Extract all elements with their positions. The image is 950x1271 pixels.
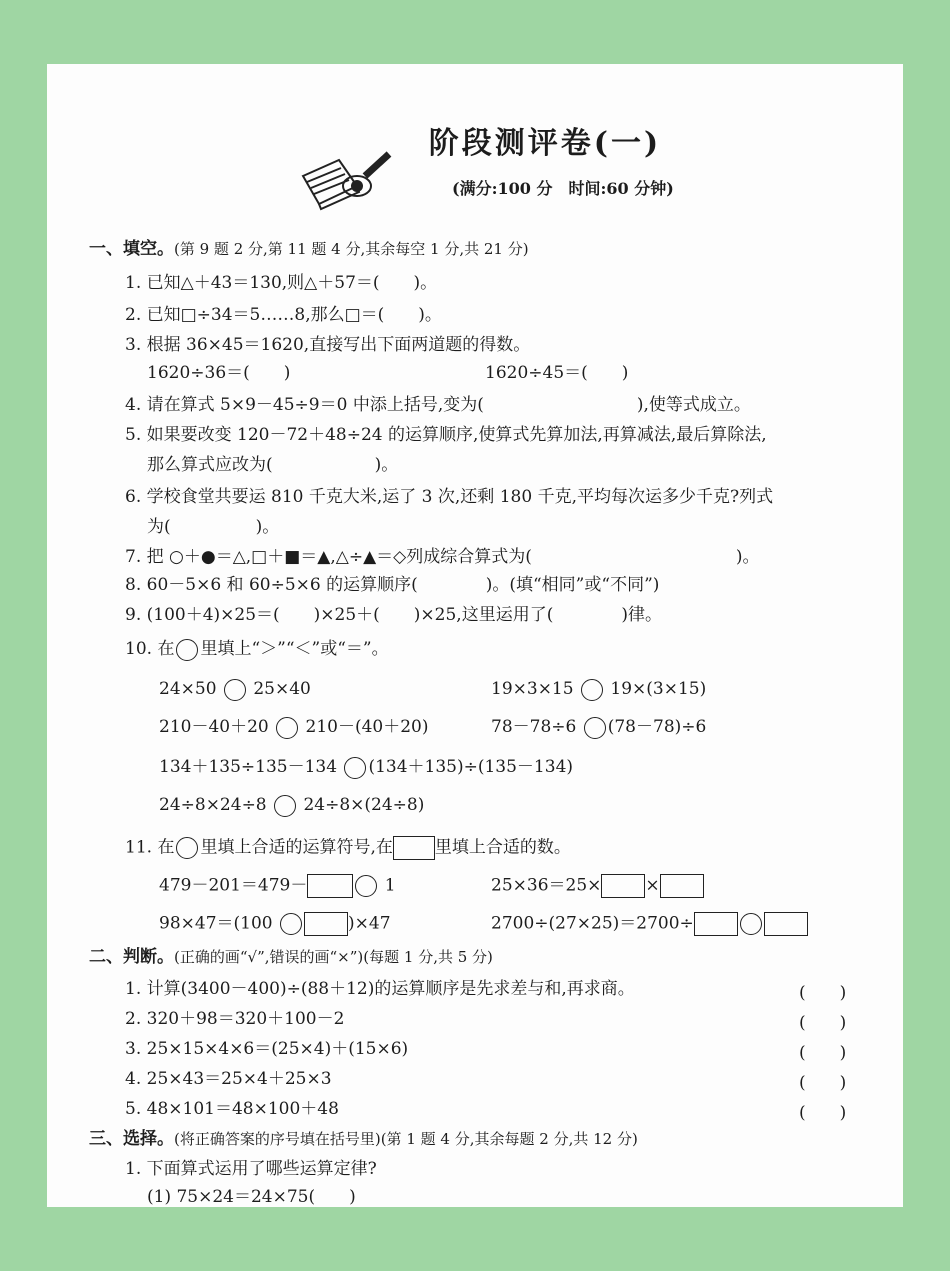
s1-q3: 3. 根据 36×45＝1620,直接写出下面两道题的得数。	[125, 335, 531, 355]
compare-circle[interactable]	[274, 795, 296, 817]
judge-item-1: 1. 计算(3400－400)÷(88＋12)的运算顺序是先求差与和,再求商。	[125, 979, 635, 999]
compare-4-left: 78－78÷6	[491, 717, 577, 737]
s1-q5b: 那么算式应改为( )。	[147, 455, 399, 475]
section3-heading-row	[89, 1128, 638, 1150]
section1-hint: (第 9 题 2 分,第 11 题 4 分,其余每空 1 分,共 21 分)	[174, 240, 529, 258]
compare-4-right: (78－78)÷6	[607, 717, 707, 737]
s1-q9: 9. (100＋4)×25＝( )×25＋( )×25,这里运用了( )律。	[125, 605, 662, 625]
compare-circle[interactable]	[224, 679, 246, 701]
circle-blank-icon	[176, 639, 198, 661]
compare-circle[interactable]	[581, 679, 603, 701]
compare-5-right: (134＋135)÷(135－134)	[368, 757, 574, 777]
s1-q7: 7. 把 ○＋●＝△,□＋■＝▲,△÷▲＝◇列成综合算式为( )。	[125, 547, 760, 567]
number-box[interactable]	[694, 912, 738, 936]
fill-eq-2	[491, 874, 704, 898]
s1-q4: 4. 请在算式 5×9－45÷9＝0 中添上括号,变为( ),使等式成立。	[125, 395, 751, 415]
compare-4	[491, 716, 706, 739]
judge-item-5: 5. 48×101＝48×100＋48	[125, 1099, 339, 1119]
s3-q1: 1. 下面算式运用了哪些运算定律?	[125, 1159, 377, 1179]
s1-q5a: 5. 如果要改变 120－72＋48÷24 的运算顺序,使算式先算加法,再算减法,最后算除法,	[125, 425, 767, 445]
number-box[interactable]	[601, 874, 645, 898]
section2-heading-row	[89, 946, 493, 968]
section2-hint: (正确的画“√”,错误的画“×”)(每题 1 分,共 5 分)	[174, 948, 493, 966]
compare-6-right: 24÷8×(24÷8)	[303, 795, 425, 815]
s1-q8: 8. 60－5×6 和 60÷5×6 的运算顺序( )。(填“相同”或“不同”)	[125, 575, 660, 595]
compare-2	[491, 678, 706, 701]
answer-paren[interactable]: ( )	[799, 983, 847, 1003]
operator-circle[interactable]	[355, 875, 377, 897]
section2-heading: 二、判断。	[89, 947, 174, 967]
judge-item-3: 3. 25×15×4×6＝(25×4)＋(15×6)	[125, 1039, 409, 1059]
compare-circle[interactable]	[344, 757, 366, 779]
s1-q1: 1. 已知△＋43＝130,则△＋57＝( )。	[125, 273, 438, 293]
operator-circle[interactable]	[280, 913, 302, 935]
compare-1-left: 24×50	[159, 679, 217, 699]
fill-eq-4	[491, 912, 808, 936]
s1-q10-part-b: 里填上“＞”“＜”或“＝”。	[200, 639, 389, 659]
fill-eq-3-right: )×47	[348, 913, 391, 934]
s3-q1a: (1) 75×24＝24×75( )	[147, 1187, 356, 1207]
answer-paren[interactable]: ( )	[799, 1103, 847, 1123]
fill-eq-3-left: 98×47＝(100	[159, 913, 273, 934]
judge-item-4: 4. 25×43＝25×4＋25×3	[125, 1069, 332, 1089]
compare-5-left: 134＋135÷135－134	[159, 757, 338, 777]
number-box[interactable]	[304, 912, 348, 936]
compare-6	[159, 794, 424, 817]
operator-circle[interactable]	[740, 913, 762, 935]
s1-q11-part-a: 11. 在	[125, 837, 175, 858]
answer-paren[interactable]: ( )	[799, 1073, 847, 1093]
compare-2-left: 19×3×15	[491, 679, 574, 699]
compare-3-left: 210－40＋20	[159, 717, 269, 737]
fill-eq-2-left: 25×36＝25×	[491, 875, 602, 896]
section1-heading: 一、填空。	[89, 239, 174, 259]
fill-eq-3	[159, 912, 391, 936]
number-box[interactable]	[307, 874, 353, 898]
compare-1-right: 25×40	[253, 679, 311, 699]
compare-1	[159, 678, 311, 701]
fill-eq-1-right: 1	[384, 875, 396, 896]
compare-3	[159, 716, 429, 739]
square-blank-icon	[393, 836, 435, 860]
s1-q11-part-b: 里填上合适的运算符号,在	[200, 837, 393, 858]
fill-eq-1-left: 479－201＝479－	[159, 875, 308, 896]
s1-q11-part-c: 里填上合适的数。	[434, 837, 571, 858]
page-subtitle: (满分:100 分 时间:60 分钟)	[452, 179, 674, 198]
compare-5	[159, 756, 573, 779]
fill-eq-4-left: 2700÷(27×25)＝2700÷	[491, 913, 694, 934]
page-title: 阶段测评卷(一)	[428, 126, 662, 161]
s1-q3b: 1620÷45＝( )	[485, 363, 629, 383]
compare-circle[interactable]	[276, 717, 298, 739]
s1-q10	[125, 638, 389, 661]
section3-hint: (将正确答案的序号填在括号里)(第 1 题 4 分,其余每题 2 分,共 12 分)	[174, 1130, 638, 1148]
s1-q11	[125, 836, 571, 860]
section3-heading: 三、选择。	[89, 1129, 174, 1149]
s1-q6b: 为( )。	[147, 517, 280, 537]
s1-q10-part-a: 10. 在	[125, 639, 175, 659]
circle-blank-icon	[176, 837, 198, 859]
compare-6-left: 24÷8×24÷8	[159, 795, 267, 815]
fill-eq-2-times: ×	[645, 875, 660, 896]
s1-q3a: 1620÷36＝( )	[147, 363, 291, 383]
answer-paren[interactable]: ( )	[799, 1043, 847, 1063]
fill-eq-1	[159, 874, 396, 898]
answer-paren[interactable]: ( )	[799, 1013, 847, 1033]
number-box[interactable]	[764, 912, 808, 936]
compare-2-right: 19×(3×15)	[610, 679, 707, 699]
s1-q2: 2. 已知□÷34＝5……8,那么□＝( )。	[125, 305, 442, 325]
s1-q6a: 6. 学校食堂共要运 810 千克大米,运了 3 次,还剩 180 千克,平均每次运多少千克?列式	[125, 487, 774, 507]
section1-heading-row	[89, 238, 529, 260]
number-box[interactable]	[660, 874, 704, 898]
compare-3-right: 210－(40＋20)	[305, 717, 429, 737]
judge-item-2: 2. 320＋98＝320＋100－2	[125, 1009, 345, 1029]
compare-circle[interactable]	[584, 717, 606, 739]
exam-paper	[47, 64, 903, 1207]
